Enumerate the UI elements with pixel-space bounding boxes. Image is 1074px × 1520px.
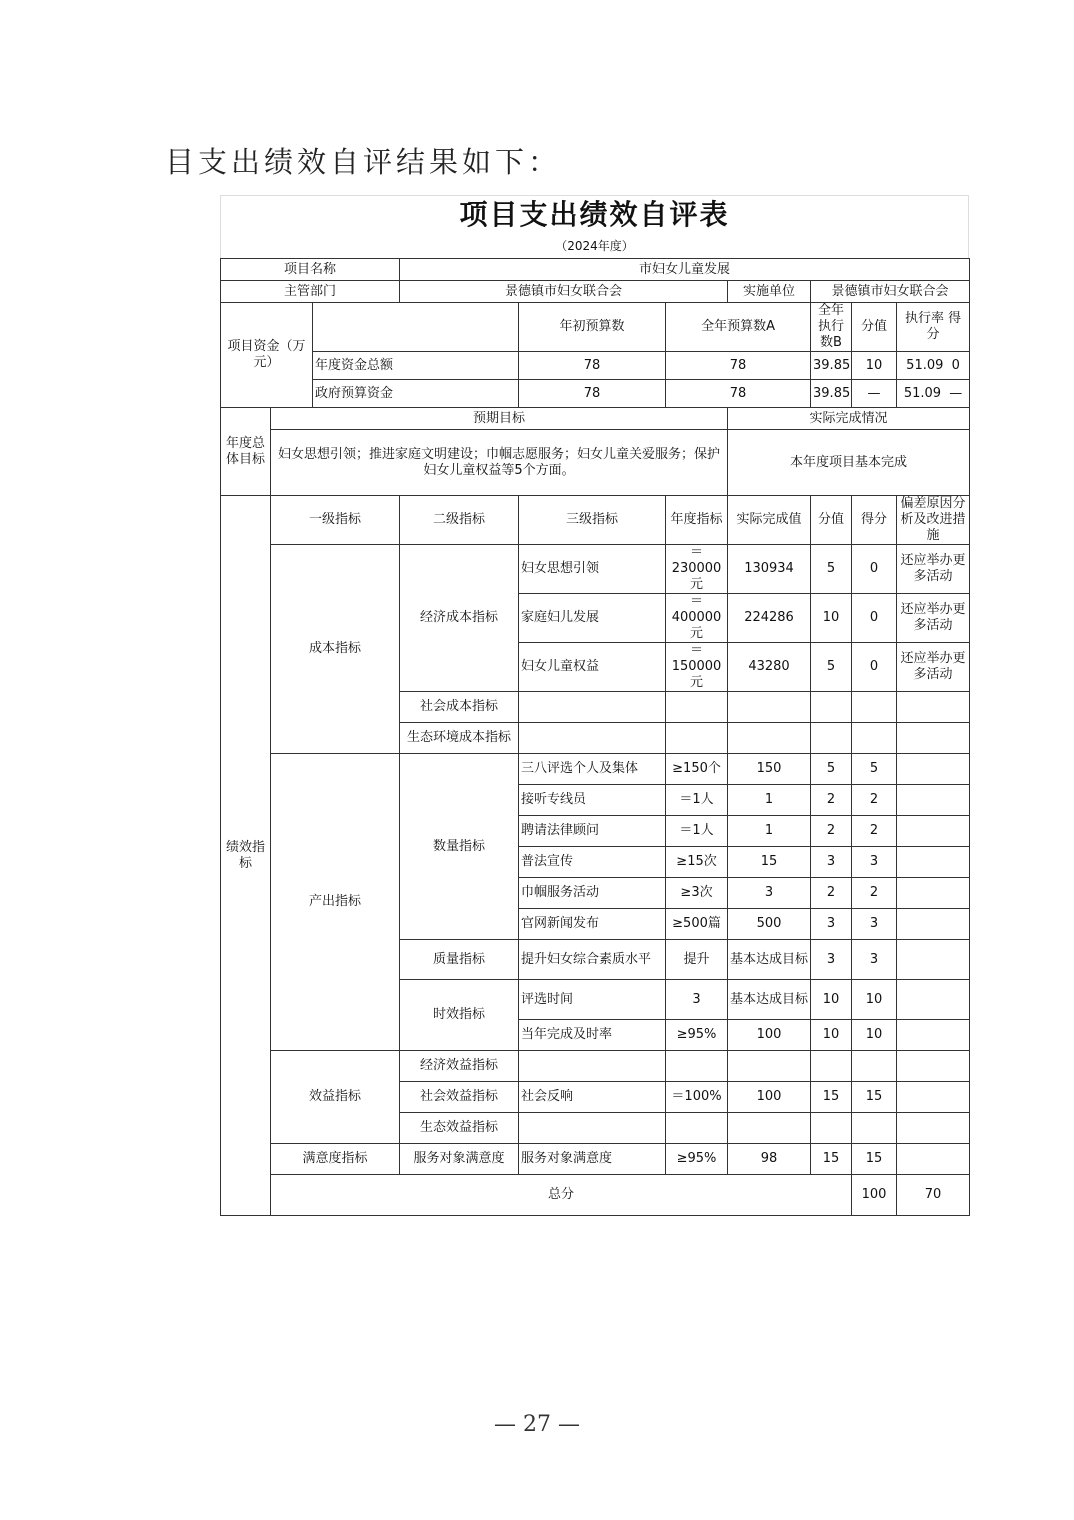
cost-score: 0 (852, 545, 897, 594)
output-time-score: 10 (852, 1020, 897, 1051)
satisfaction-row (221, 1144, 970, 1175)
output-l1: 产出指标 (271, 754, 400, 1051)
impl-label: 实施单位 (728, 281, 811, 303)
output-score: 3 (852, 847, 897, 878)
goal-actual-label: 实际完成情况 (728, 408, 970, 430)
satisfaction-target: ≥95% (666, 1144, 728, 1175)
cost-target: ＝150000元 (666, 643, 728, 692)
funds-header-score: 得分 (926, 311, 962, 342)
funds-row-annual: 78 (666, 352, 811, 380)
output-row (221, 754, 970, 785)
goal-expected-label: 预期目标 (271, 408, 728, 430)
table-year: （2024年度） (220, 234, 969, 258)
funds-header-blank (313, 303, 519, 352)
satisfaction-actual: 98 (728, 1144, 811, 1175)
output-time-value: 10 (811, 980, 852, 1020)
funds-row-executed: 39.85 (811, 352, 852, 380)
dept-label: 主管部门 (221, 281, 400, 303)
indicator-header-row (221, 496, 970, 545)
satisfaction-l3: 服务对象满意度 (519, 1144, 666, 1175)
funds-row-name: 年度资金总额 (313, 352, 519, 380)
funds-row-score: 0 (951, 357, 960, 373)
satisfaction-value: 15 (811, 1144, 852, 1175)
dept-row (221, 281, 970, 303)
cost-value: 5 (811, 545, 852, 594)
page-number: — 27 — (494, 1412, 580, 1437)
funds-header-score-value-text: 分值 (861, 319, 888, 334)
benefit-eco: 生态效益指标 (400, 1113, 519, 1144)
ind-header-actual: 实际完成值 (728, 496, 811, 545)
output-value: 2 (811, 785, 852, 816)
output-quality-target: 提升 (666, 940, 728, 980)
cost-actual: 224286 (728, 594, 811, 643)
output-value: 2 (811, 878, 852, 909)
funds-row-executed: 39.85 (811, 380, 852, 408)
cost-row (221, 545, 970, 594)
funds-row (221, 352, 970, 380)
output-quality-actual: 基本达成目标 (728, 940, 811, 980)
output-actual: 15 (728, 847, 811, 878)
benefit-social-value: 15 (811, 1082, 852, 1113)
benefit-social-target: ＝100% (666, 1082, 728, 1113)
intro-text: 目支出绩效自评结果如下： (165, 145, 562, 179)
cost-l3: 妇女思想引领 (519, 545, 666, 594)
benefit-social-score: 15 (852, 1082, 897, 1113)
output-target: ＝1人 (666, 785, 728, 816)
funds-label: 项目资金（万元） (221, 303, 313, 408)
output-l3: 接听专线员 (519, 785, 666, 816)
funds-row-score-value: 10 (852, 352, 897, 380)
funds-header-rate-score (897, 303, 970, 352)
cost-reason: 还应举办更多活动 (897, 594, 970, 643)
output-time-target: 3 (666, 980, 728, 1020)
dept-value: 景德镇市妇女联合会 (400, 281, 728, 303)
output-target: ≥3次 (666, 878, 728, 909)
output-actual: 150 (728, 754, 811, 785)
output-time-actual: 100 (728, 1020, 811, 1051)
cost-value: 5 (811, 643, 852, 692)
output-quality-value: 3 (811, 940, 852, 980)
indicators-label: 绩效指标 (221, 496, 271, 1216)
funds-header-score-value (852, 303, 897, 352)
ind-header-reason: 偏差原因分析及改进措施 (897, 496, 970, 545)
benefit-economic: 经济效益指标 (400, 1051, 519, 1082)
output-time-score: 10 (852, 980, 897, 1020)
funds-row-score-value: — (852, 380, 897, 408)
benefit-social: 社会效益指标 (400, 1082, 519, 1113)
satisfaction-l2: 服务对象满意度 (400, 1144, 519, 1175)
output-l3: 巾帼服务活动 (519, 878, 666, 909)
ind-header-l2: 二级指标 (400, 496, 519, 545)
output-score: 2 (852, 816, 897, 847)
output-timeliness: 时效指标 (400, 980, 519, 1051)
output-l3: 三八评选个人及集体 (519, 754, 666, 785)
total-label: 总分 (271, 1175, 852, 1216)
ind-header-l1: 一级指标 (271, 496, 400, 545)
output-target: ≥15次 (666, 847, 728, 878)
funds-row-name: 政府预算资金 (313, 380, 519, 408)
output-value: 5 (811, 754, 852, 785)
satisfaction-score: 15 (852, 1144, 897, 1175)
output-l3: 官网新闻发布 (519, 909, 666, 940)
output-target: ≥500篇 (666, 909, 728, 940)
output-score: 3 (852, 909, 897, 940)
evaluation-sheet (220, 195, 969, 1216)
project-name-label: 项目名称 (221, 259, 400, 281)
project-name-value: 市妇女儿童发展 (400, 259, 970, 281)
goal-actual: 本年度项目基本完成 (728, 430, 970, 496)
benefit-social-actual: 100 (728, 1082, 811, 1113)
funds-row (221, 380, 970, 408)
output-quantity: 数量指标 (400, 754, 519, 940)
funds-row-initial: 78 (519, 352, 666, 380)
output-score: 2 (852, 878, 897, 909)
total-row (221, 1175, 970, 1216)
output-score: 2 (852, 785, 897, 816)
funds-header-rate: 执行率 (904, 311, 944, 326)
cost-reason: 还应举办更多活动 (897, 643, 970, 692)
cost-value: 10 (811, 594, 852, 643)
cost-l3: 家庭妇儿发展 (519, 594, 666, 643)
funds-header-annual: 全年预算数A (666, 303, 811, 352)
benefit-economic-row (221, 1051, 970, 1082)
cost-social: 社会成本指标 (400, 692, 519, 723)
output-score: 5 (852, 754, 897, 785)
ind-header-l3: 三级指标 (519, 496, 666, 545)
project-name-row (221, 259, 970, 281)
cost-l1: 成本指标 (271, 545, 400, 754)
funds-row-rate-score (897, 380, 970, 408)
output-actual: 500 (728, 909, 811, 940)
output-target: ＝1人 (666, 816, 728, 847)
cost-score: 0 (852, 643, 897, 692)
output-actual: 1 (728, 785, 811, 816)
ind-header-score: 得分 (852, 496, 897, 545)
benefit-social-l3: 社会反响 (519, 1082, 666, 1113)
funds-row-rate: 51.09 (903, 385, 942, 401)
cost-eco: 生态环境成本指标 (400, 723, 519, 754)
output-l3: 普法宣传 (519, 847, 666, 878)
funds-row-initial: 78 (519, 380, 666, 408)
output-value: 3 (811, 909, 852, 940)
total-value: 100 (852, 1175, 897, 1216)
output-time-l3: 当年完成及时率 (519, 1020, 666, 1051)
output-target: ≥150个 (666, 754, 728, 785)
cost-actual: 43280 (728, 643, 811, 692)
output-time-actual: 基本达成目标 (728, 980, 811, 1020)
output-value: 3 (811, 847, 852, 878)
table-title: 项目支出绩效自评表 (220, 195, 969, 234)
funds-row-rate-score (897, 352, 970, 380)
benefit-l1: 效益指标 (271, 1051, 400, 1144)
output-actual: 3 (728, 878, 811, 909)
cost-actual: 130934 (728, 545, 811, 594)
cost-target: ＝400000元 (666, 594, 728, 643)
output-quality-score: 3 (852, 940, 897, 980)
ind-header-target: 年度指标 (666, 496, 728, 545)
satisfaction-l1: 满意度指标 (271, 1144, 400, 1175)
total-score: 70 (897, 1175, 970, 1216)
output-l3: 聘请法律顾问 (519, 816, 666, 847)
cost-target: ＝230000元 (666, 545, 728, 594)
goal-expected: 妇女思想引领；推进家庭文明建设；巾帼志愿服务；妇女儿童关爱服务；保护妇女儿童权益等5个方面。 (271, 430, 728, 496)
output-value: 2 (811, 816, 852, 847)
funds-header-initial: 年初预算数 (519, 303, 666, 352)
output-time-value: 10 (811, 1020, 852, 1051)
evaluation-table (220, 258, 970, 1216)
cost-l3: 妇女儿童权益 (519, 643, 666, 692)
goal-header-row (221, 408, 970, 430)
goal-row (221, 430, 970, 496)
funds-row-annual: 78 (666, 380, 811, 408)
output-time-target: ≥95% (666, 1020, 728, 1051)
cost-economic: 经济成本指标 (400, 545, 519, 692)
output-quality: 质量指标 (400, 940, 519, 980)
funds-header-executed: 全年执行数B (811, 303, 852, 352)
impl-value: 景德镇市妇女联合会 (811, 281, 970, 303)
funds-header-row (221, 303, 970, 352)
cost-reason: 还应举办更多活动 (897, 545, 970, 594)
output-actual: 1 (728, 816, 811, 847)
output-time-l3: 评选时间 (519, 980, 666, 1020)
funds-row-rate: 51.09 (906, 357, 944, 373)
goal-label: 年度总体目标 (221, 408, 271, 496)
funds-row-score: — (949, 385, 963, 401)
output-quality-l3: 提升妇女综合素质水平 (519, 940, 666, 980)
cost-score: 0 (852, 594, 897, 643)
ind-header-value: 分值 (811, 496, 852, 545)
